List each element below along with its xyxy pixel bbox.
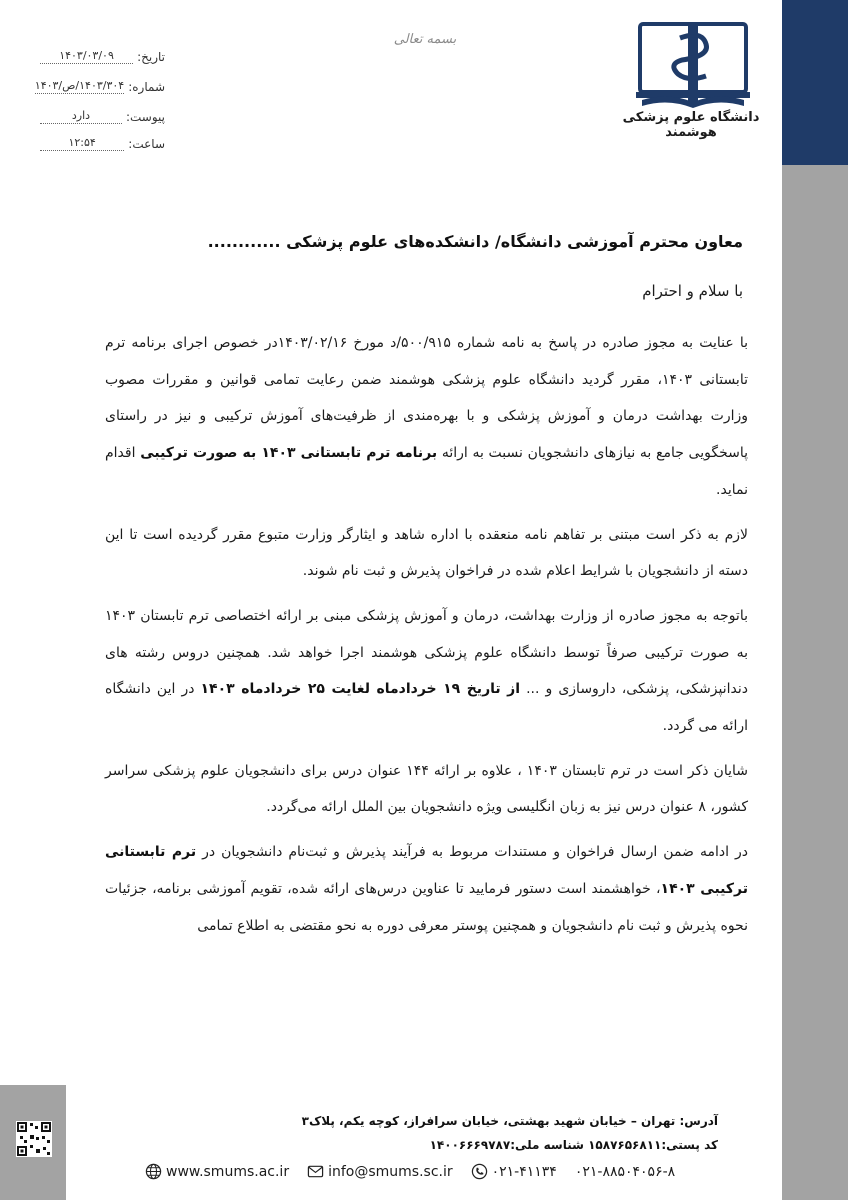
- website-text[interactable]: www.smums.ac.ir: [166, 1163, 290, 1180]
- meta-date: [40, 44, 165, 64]
- paragraph-1: [105, 325, 748, 509]
- p3-text: باتوجه به مجوز صادره از وزارت بهداشت، درمان و آموزش پزشکی مبنی بر ارائه اختصاصی ترم تابستان ۱۴۰۳ به صورت ترکیبی صرفاً توسط دانشگاه علوم پزشکی هوشمند اجرا خواهد شد. همچنین دروس رشته های دندانپزشکی، پزشکی، داروسازی و ...: [105, 607, 748, 698]
- meta-attachment-label: پیوست:: [125, 110, 165, 124]
- meta-time-label: ساعت:: [128, 137, 165, 151]
- p3-bold: از تاریخ ۱۹ خردادماه لغایت ۲۵ خردادماه ۱۴۰۳: [200, 681, 520, 698]
- contact-row: [145, 1163, 705, 1180]
- meta-time: [40, 131, 165, 151]
- paragraph-2: لازم به ذکر است مبتنی بر تفاهم نامه منعقده با اداره شاهد و ایثارگر وزارت متبوع مقرر گردیده است تا این دسته از دانشجویان با شرایط اعلام شده در فراخوان پذیرش و ثبت نام شوند.: [105, 526, 748, 580]
- footer-address: آدرس: تهران – خیابان شهید بهشتی، خیابان سرافراز، کوچه یکم، پلاک۳: [301, 1114, 718, 1128]
- p3-end: در این دانشگاه ارائه می گردد.: [105, 681, 748, 735]
- footer-ids: کد پستی:۱۵۸۷۶۵۶۸۱۱ شناسه ملی:۱۴۰۰۶۶۶۹۷۸۷: [429, 1138, 718, 1152]
- p5-text: در ادامه ضمن ارسال فراخوان و مستندات مربوط به فرآیند پذیرش و ثبت‌نام دانشجویان در: [202, 844, 749, 861]
- letter-body: [105, 325, 748, 952]
- right-navy-bar: [782, 0, 848, 165]
- meta-attachment: [40, 104, 165, 124]
- meta-number-value: ۱۴۰۳/۳۰۴/ص/۱۴۰۳: [34, 79, 125, 92]
- meta-number: [34, 74, 165, 94]
- email-text[interactable]: info@smums.sc.ir: [328, 1163, 453, 1180]
- meta-date-value: ۱۴۰۳/۰۳/۰۹: [40, 49, 133, 64]
- email-contact[interactable]: [307, 1163, 453, 1180]
- p5-end: ، خواهشمند است دستور فرمایید تا عناوین درس‌های ارائه شده، تقویم آموزشی برنامه، جزئیات نحوه پذیرش و ثبت نام دانشجویان و همچنین پوستر معرفی دوره به نحو مقتضی به اطلاع تمامی: [105, 880, 748, 934]
- basmala: بسمه تعالی: [393, 32, 457, 47]
- phone-contact: [471, 1163, 676, 1180]
- email-icon: [307, 1163, 324, 1180]
- university-logo-icon: [632, 20, 754, 120]
- phone2-text: ۰۲۱-۸۸۵۰۴۰۵۶-۸: [574, 1163, 676, 1180]
- paragraph-4: شایان ذکر است در ترم تابستان ۱۴۰۳ ، علاوه بر ارائه ۱۴۴ عنوان درس برای دانشجویان علوم پزشکی سراسر کشور، ۸ عنوان درس نیز به زبان انگلیسی ویژه دانشجویان بین الملل ارائه می‌گردد.: [105, 762, 748, 816]
- phone-icon: [471, 1163, 488, 1180]
- globe-icon: [145, 1163, 162, 1180]
- meta-number-label: شماره:: [128, 80, 165, 94]
- p1-bold: برنامه ترم تابستانی ۱۴۰۳ به صورت ترکیبی: [140, 445, 438, 462]
- phone1-text: ۰۲۱-۴۱۱۳۴: [491, 1163, 557, 1180]
- meta-date-label: تاریخ:: [137, 50, 165, 64]
- meta-time-value: ۱۲:۵۴: [40, 136, 124, 151]
- addressee: معاون محترم آموزشی دانشگاه/ دانشکده‌های علوم پزشکی ............: [207, 232, 743, 251]
- meta-attachment-value: دارد: [40, 109, 122, 124]
- right-gray-bar: [782, 0, 848, 1200]
- university-name: دانشگاه علوم پزشکی هوشمند: [622, 110, 760, 140]
- paragraph-5: [105, 834, 748, 944]
- p1-text: با عنایت به مجوز صادره در پاسخ به نامه شماره ۵۰۰/۹۱۵/د مورخ ۱۴۰۳/۰۲/۱۶در خصوص اجرای برنامه ترم تابستانی ۱۴۰۳، مقرر گردید دانشگاه علوم پزشکی هوشمند ضمن رعایت تمامی قوانین و مقررات مصوب وزارت بهداشت درمان و آموزش پزشکی و با بهره‌مندی از ظرفیت‌های آموزش ترکیبی و نیز در راستای پاسخگویی جامع به نیازهای دانشجویان نسبت به ارائه: [105, 335, 749, 462]
- p1-end: اقدام نماید.: [105, 445, 748, 498]
- paragraph-3: [105, 598, 748, 745]
- p5-bold: ترم تابستانی ترکیبی ۱۴۰۳: [105, 844, 749, 897]
- greeting: با سلام و احترام: [642, 282, 743, 300]
- qr-code-icon: [16, 1121, 52, 1157]
- website-contact[interactable]: [145, 1163, 289, 1180]
